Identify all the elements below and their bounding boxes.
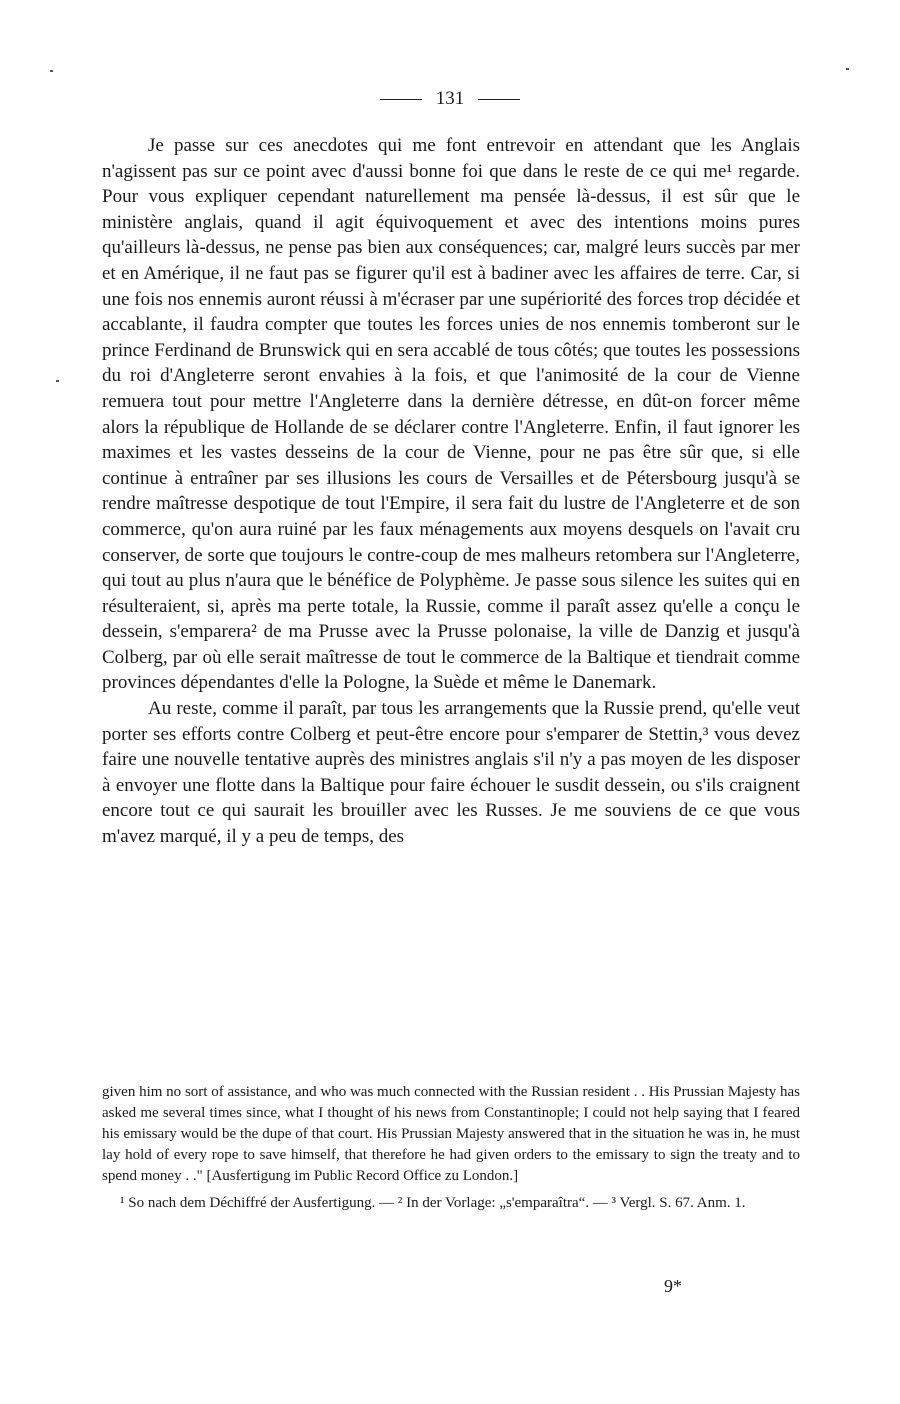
header-rule-left bbox=[380, 99, 422, 100]
page-number: 131 bbox=[435, 88, 465, 109]
signature-mark: 9* bbox=[664, 1276, 682, 1296]
main-text bbox=[102, 133, 800, 850]
footnotes bbox=[102, 1082, 800, 1214]
scan-artifact bbox=[846, 68, 849, 70]
paragraph: Au reste, comme il paraît, par tous les arrangements que la Russie prend, qu'elle veut porter ses efforts contre Colberg et peut-être encore pour s'emparer de Stettin,³ vous devez faire une nouvelle tentative auprès des ministres anglais s'il n'y a pas moyen de les disposer à envoyer une flotte dans la Baltique pour faire échouer le susdit dessein, ou s'ils craignent encore tout ce qui saurait les brouiller avec les Russes. Je me souviens de ce que vous m'avez marqué, il y a peu de temps, des bbox=[102, 698, 800, 848]
header-rule-right bbox=[478, 99, 520, 100]
paragraph: Je passe sur ces anecdotes qui me font entrevoir en attendant que les Anglais n'agissent pas sur ce point avec d'aussi bonne foi que dans le reste de ce qui me¹ regarde. Pour vous expliquer cependant naturellement ma pensée là-dessus, il est sûr que le ministère anglais, quand il agit équivoquement et avec des intentions moins pures qu'ailleurs là-dessus, ne pense pas bien aux conséquences; car, malgré leurs succès par mer et en Amérique, il ne faut pas se figurer qu'il est à badiner avec les affaires de terre. Car, si une fois nos ennemis auront réussi à m'écraser par une supériorité des forces trop décidée et accablante, il faudra compter que toutes les forces unies de nos ennemis tomberont sur le prince Ferdinand de Brunswick qui en sera accablé de tous côtés; que toutes les possessions du roi d'Angleterre seront envahies à la fois, et que l'animosité de la cour de Vienne remuera tout pour mettre l'Angleterre dans la dernière détresse, en dût-on forcer même alors la république de Hollande de se déclarer contre l'Angleterre. Enfin, il faut ignorer les maximes et les vastes desseins de la cour de Vienne, pour ne pas être sûr que, si elle continue à entraîner par ses illusions les cours de Versailles et de Pétersbourg jusqu'à se rendre maîtresse despotique de tout l'Empire, il sera fait du lustre de l'Angleterre et de son commerce, qu'on aura ruiné par les faux ménagements aux moyens desquels on l'avait cru conserver, de sorte que toujours le contre-coup de mes malheurs retombera sur l'Angleterre, qui tout au plus n'aura que le bénéfice de Polyphème. Je passe sous silence les suites qui en résulteraient, si, après ma perte totale, la Russie, comme il paraît assez qu'elle a conçu le dessein, s'emparera² de ma Prusse avec la Prusse polonaise, la ville de Danzig et jusqu'à Colberg, par où elle serait maîtresse de tout le commerce de la Baltique et tiendrait comme provinces dépendantes d'elle la Pologne, la Suède et même le Danemark. bbox=[102, 135, 800, 694]
scan-artifact bbox=[50, 70, 53, 72]
footnote-continued: given him no sort of assistance, and who was much connected with the Russian resident . . His Prussian Majesty has asked me several times since, what I thought of his news from Constantinople; I could not help saying that I feared his emissary would be the dupe of that court. His Prussian Majesty answered that in the situation he was in, he must lay hold of every rope to save himself, that therefore he had given orders to the emissary to sign the treaty and to spend money . ." [Ausfertigung im Public Record Office zu London.] bbox=[102, 1084, 800, 1184]
scan-artifact bbox=[56, 380, 59, 382]
footnote-list: ¹ So nach dem Déchiffré der Ausfertigung. — ² In der Vorlage: „s'emparaîtra“. — ³ Vergl. S. 67. Anm. 1. bbox=[120, 1195, 746, 1211]
page-header bbox=[0, 88, 900, 110]
